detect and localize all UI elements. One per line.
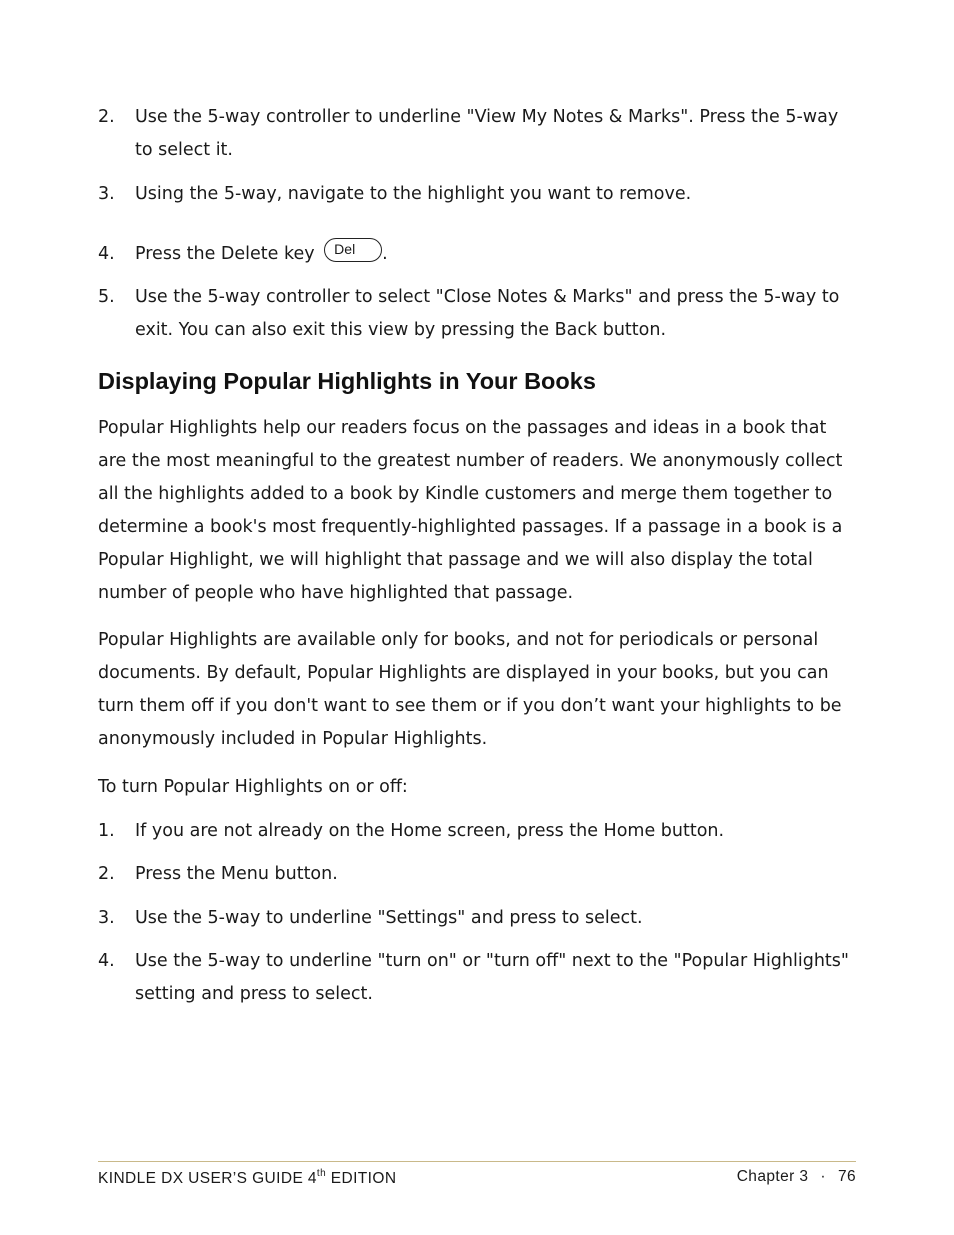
footer-divider — [98, 1161, 856, 1162]
list-item — [98, 902, 856, 935]
guide-title: KINDLE DX USER’S GUIDE 4 — [98, 1170, 317, 1187]
step-text: Use the 5-way to underline "Settings" and press to select. — [135, 908, 643, 928]
list-item — [98, 178, 856, 211]
step-text: Using the 5-way, navigate to the highlight you want to remove. — [135, 184, 692, 204]
step-number: 5. — [98, 287, 115, 307]
step-text — [135, 238, 856, 271]
step-text: Use the 5-way controller to select "Close Notes & Marks" and press the 5-way to exit. You can also exit this view by pressing the Back button. — [135, 287, 840, 340]
list-item — [98, 101, 856, 167]
step-number: 2. — [98, 864, 115, 884]
step-number: 3. — [98, 908, 115, 928]
footer-page-info — [737, 1168, 856, 1186]
list-item — [98, 858, 856, 891]
step-number: 4. — [98, 244, 115, 264]
body-paragraph: Popular Highlights help our readers focus on the passages and ideas in a book that are the most meaningful to the greatest number of readers. We anonymously collect all the highlights added to a book by Kindle customers and merge them together to determine a book's most frequently-highlighted passages. If a passage in a book is a Popular Highlight, we will highlight that passage and we will also display the total number of people who have highlighted that passage. — [98, 418, 843, 603]
list-item — [98, 238, 856, 271]
body-paragraph: Popular Highlights are available only for books, and not for periodicals or personal documents. By default, Popular Highlights are displayed in your books, but you can turn them off if you don't want to see them or if you don’t want your highlights to be anonymously included in Popular Highlights. — [98, 630, 842, 749]
step-text: Use the 5-way to underline "turn on" or "turn off" next to the "Popular Highlights" setting and press to select. — [135, 951, 849, 1004]
superscript: th — [316, 1168, 327, 1179]
document-page — [98, 0, 856, 1235]
footer-guide-title — [98, 1168, 396, 1188]
step-number: 4. — [98, 951, 115, 971]
chapter-label: Chapter 3 — [736, 1168, 809, 1185]
list-item — [98, 281, 856, 347]
step-text: Use the 5-way controller to underline "View My Notes & Marks". Press the 5-way to select it. — [135, 107, 839, 160]
step-number: 3. — [98, 184, 115, 204]
delete-key-icon — [324, 238, 382, 262]
page-number: 76 — [837, 1168, 856, 1185]
step-number: 2. — [98, 107, 115, 127]
body-paragraph: To turn Popular Highlights on or off: — [98, 777, 408, 797]
step-text-before: Press the Delete key — [135, 244, 321, 264]
list-item — [98, 815, 856, 848]
list-item — [98, 945, 856, 1011]
delete-key-label: Del — [334, 241, 356, 257]
section-heading: Displaying Popular Highlights in Your Books — [98, 368, 596, 394]
step-text: Press the Menu button. — [135, 864, 338, 884]
step-text: If you are not already on the Home screen, press the Home button. — [135, 821, 725, 841]
step-number: 1. — [98, 821, 115, 841]
step-text-after: . — [382, 244, 388, 264]
edition-label: EDITION — [326, 1170, 397, 1187]
separator-dot: · — [820, 1168, 826, 1185]
